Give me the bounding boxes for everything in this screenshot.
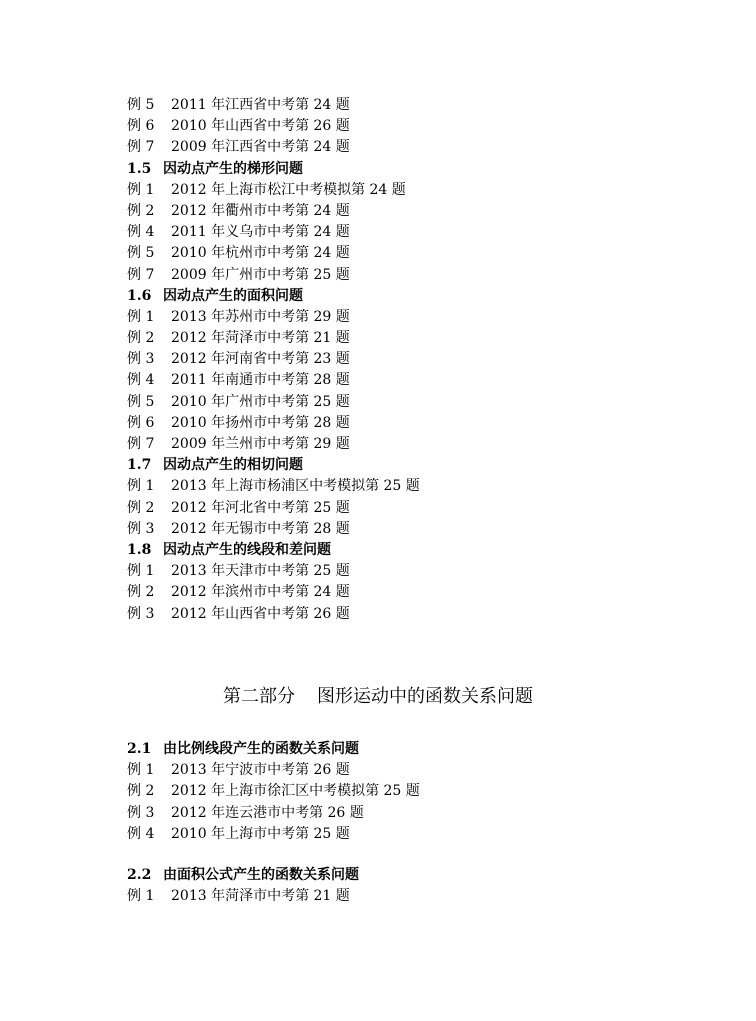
example-label: 例 3 bbox=[127, 351, 155, 368]
example-entry bbox=[127, 476, 687, 497]
section-heading bbox=[127, 865, 687, 886]
example-source: 2011 年南通市中考第 28 题 bbox=[171, 372, 350, 389]
example-label: 例 5 bbox=[127, 97, 155, 113]
example-label: 例 2 bbox=[127, 202, 155, 219]
example-label: 例 1 bbox=[127, 181, 155, 198]
section-number: 2.2 bbox=[127, 867, 152, 883]
example-source: 2012 年上海市徐汇区中考模拟第 25 题 bbox=[171, 783, 420, 800]
example-source: 2013 年上海市杨浦区中考模拟第 25 题 bbox=[171, 478, 420, 495]
section-number: 1.6 bbox=[127, 287, 152, 304]
section-title: 因动点产生的相切问题 bbox=[163, 457, 303, 474]
example-source: 2011 年义乌市中考第 24 题 bbox=[171, 224, 350, 241]
example-entry bbox=[127, 803, 687, 824]
section-title: 由比例线段产生的函数关系问题 bbox=[163, 741, 359, 757]
example-source: 2012 年无锡市中考第 28 题 bbox=[171, 520, 350, 537]
example-entry bbox=[127, 116, 687, 137]
example-label: 例 5 bbox=[127, 245, 155, 262]
example-label: 例 1 bbox=[127, 478, 155, 495]
part-two-label: 第二部分 bbox=[223, 686, 295, 707]
example-entry bbox=[127, 781, 687, 802]
toc-block-part-one bbox=[127, 95, 687, 625]
example-entry bbox=[127, 307, 687, 328]
example-entry bbox=[127, 243, 687, 264]
example-entry bbox=[127, 137, 687, 158]
section-number: 1.5 bbox=[127, 160, 152, 177]
example-source: 2010 年杭州市中考第 24 题 bbox=[171, 245, 350, 262]
example-source: 2012 年上海市松江中考模拟第 24 题 bbox=[171, 181, 406, 198]
example-source: 2012 年河北省中考第 25 题 bbox=[171, 499, 350, 516]
example-source: 2009 年兰州市中考第 29 题 bbox=[171, 436, 350, 452]
example-label: 例 2 bbox=[127, 499, 155, 516]
example-entry bbox=[127, 434, 687, 455]
example-entry bbox=[127, 413, 687, 434]
example-source: 2010 年上海市中考第 25 题 bbox=[171, 825, 350, 842]
example-source: 2012 年菏泽市中考第 21 题 bbox=[171, 330, 350, 347]
example-entry bbox=[127, 95, 687, 116]
example-source: 2013 年宁波市中考第 26 题 bbox=[171, 762, 350, 779]
example-source: 2010 年山西省中考第 26 题 bbox=[171, 118, 350, 135]
section-heading bbox=[127, 540, 687, 561]
section-title: 因动点产生的梯形问题 bbox=[163, 160, 303, 177]
example-source: 2010 年广州市中考第 25 题 bbox=[171, 393, 350, 410]
example-entry bbox=[127, 519, 687, 540]
example-label: 例 3 bbox=[127, 605, 155, 622]
section-heading bbox=[127, 739, 687, 760]
example-label: 例 1 bbox=[127, 308, 155, 325]
example-label: 例 6 bbox=[127, 118, 155, 135]
example-entry bbox=[127, 222, 687, 243]
example-source: 2011 年江西省中考第 24 题 bbox=[171, 97, 350, 113]
example-source: 2009 年江西省中考第 24 题 bbox=[171, 139, 350, 156]
example-source: 2013 年天津市中考第 25 题 bbox=[171, 563, 350, 580]
section-title: 因动点产生的面积问题 bbox=[163, 287, 303, 304]
section-heading bbox=[127, 455, 687, 476]
example-label: 例 1 bbox=[127, 762, 155, 779]
example-label: 例 7 bbox=[127, 436, 155, 452]
example-entry bbox=[127, 498, 687, 519]
example-label: 例 2 bbox=[127, 584, 155, 601]
toc-block-section-2-2 bbox=[127, 865, 687, 907]
example-source: 2013 年菏泽市中考第 21 题 bbox=[171, 888, 350, 905]
example-label: 例 4 bbox=[127, 372, 155, 389]
section-title: 因动点产生的线段和差问题 bbox=[163, 541, 331, 558]
example-label: 例 1 bbox=[127, 563, 155, 580]
part-two-heading: 图形运动中的函数关系问题 bbox=[317, 686, 533, 707]
example-entry bbox=[127, 604, 687, 625]
example-label: 例 4 bbox=[127, 825, 155, 842]
section-heading bbox=[127, 159, 687, 180]
example-entry bbox=[127, 349, 687, 370]
example-label: 例 7 bbox=[127, 266, 155, 283]
example-label: 例 7 bbox=[127, 139, 155, 156]
section-number: 1.8 bbox=[127, 541, 152, 558]
example-source: 2013 年苏州市中考第 29 题 bbox=[171, 308, 350, 325]
section-number: 2.1 bbox=[127, 741, 152, 757]
example-label: 例 2 bbox=[127, 330, 155, 347]
example-source: 2012 年山西省中考第 26 题 bbox=[171, 605, 350, 622]
example-label: 例 5 bbox=[127, 393, 155, 410]
example-entry bbox=[127, 561, 687, 582]
example-entry bbox=[127, 180, 687, 201]
section-number: 1.7 bbox=[127, 457, 152, 474]
example-source: 2012 年滨州市中考第 24 题 bbox=[171, 584, 350, 601]
part-two-title bbox=[0, 684, 756, 710]
example-label: 例 2 bbox=[127, 783, 155, 800]
example-entry bbox=[127, 328, 687, 349]
example-label: 例 4 bbox=[127, 224, 155, 241]
example-source: 2009 年广州市中考第 25 题 bbox=[171, 266, 350, 283]
example-source: 2012 年连云港市中考第 26 题 bbox=[171, 804, 364, 821]
example-entry bbox=[127, 886, 687, 907]
example-label: 例 1 bbox=[127, 888, 155, 905]
toc-block-section-2-1 bbox=[127, 739, 687, 845]
example-label: 例 3 bbox=[127, 520, 155, 537]
example-entry bbox=[127, 582, 687, 603]
section-heading bbox=[127, 286, 687, 307]
section-title: 由面积公式产生的函数关系问题 bbox=[163, 867, 359, 883]
example-label: 例 6 bbox=[127, 414, 155, 431]
example-label: 例 3 bbox=[127, 804, 155, 821]
example-entry bbox=[127, 760, 687, 781]
example-entry bbox=[127, 370, 687, 391]
example-entry bbox=[127, 824, 687, 845]
example-entry bbox=[127, 201, 687, 222]
example-source: 2012 年河南省中考第 23 题 bbox=[171, 351, 350, 368]
example-source: 2010 年扬州市中考第 28 题 bbox=[171, 414, 350, 431]
example-source: 2012 年衢州市中考第 24 题 bbox=[171, 202, 350, 219]
example-entry bbox=[127, 265, 687, 286]
example-entry bbox=[127, 392, 687, 413]
